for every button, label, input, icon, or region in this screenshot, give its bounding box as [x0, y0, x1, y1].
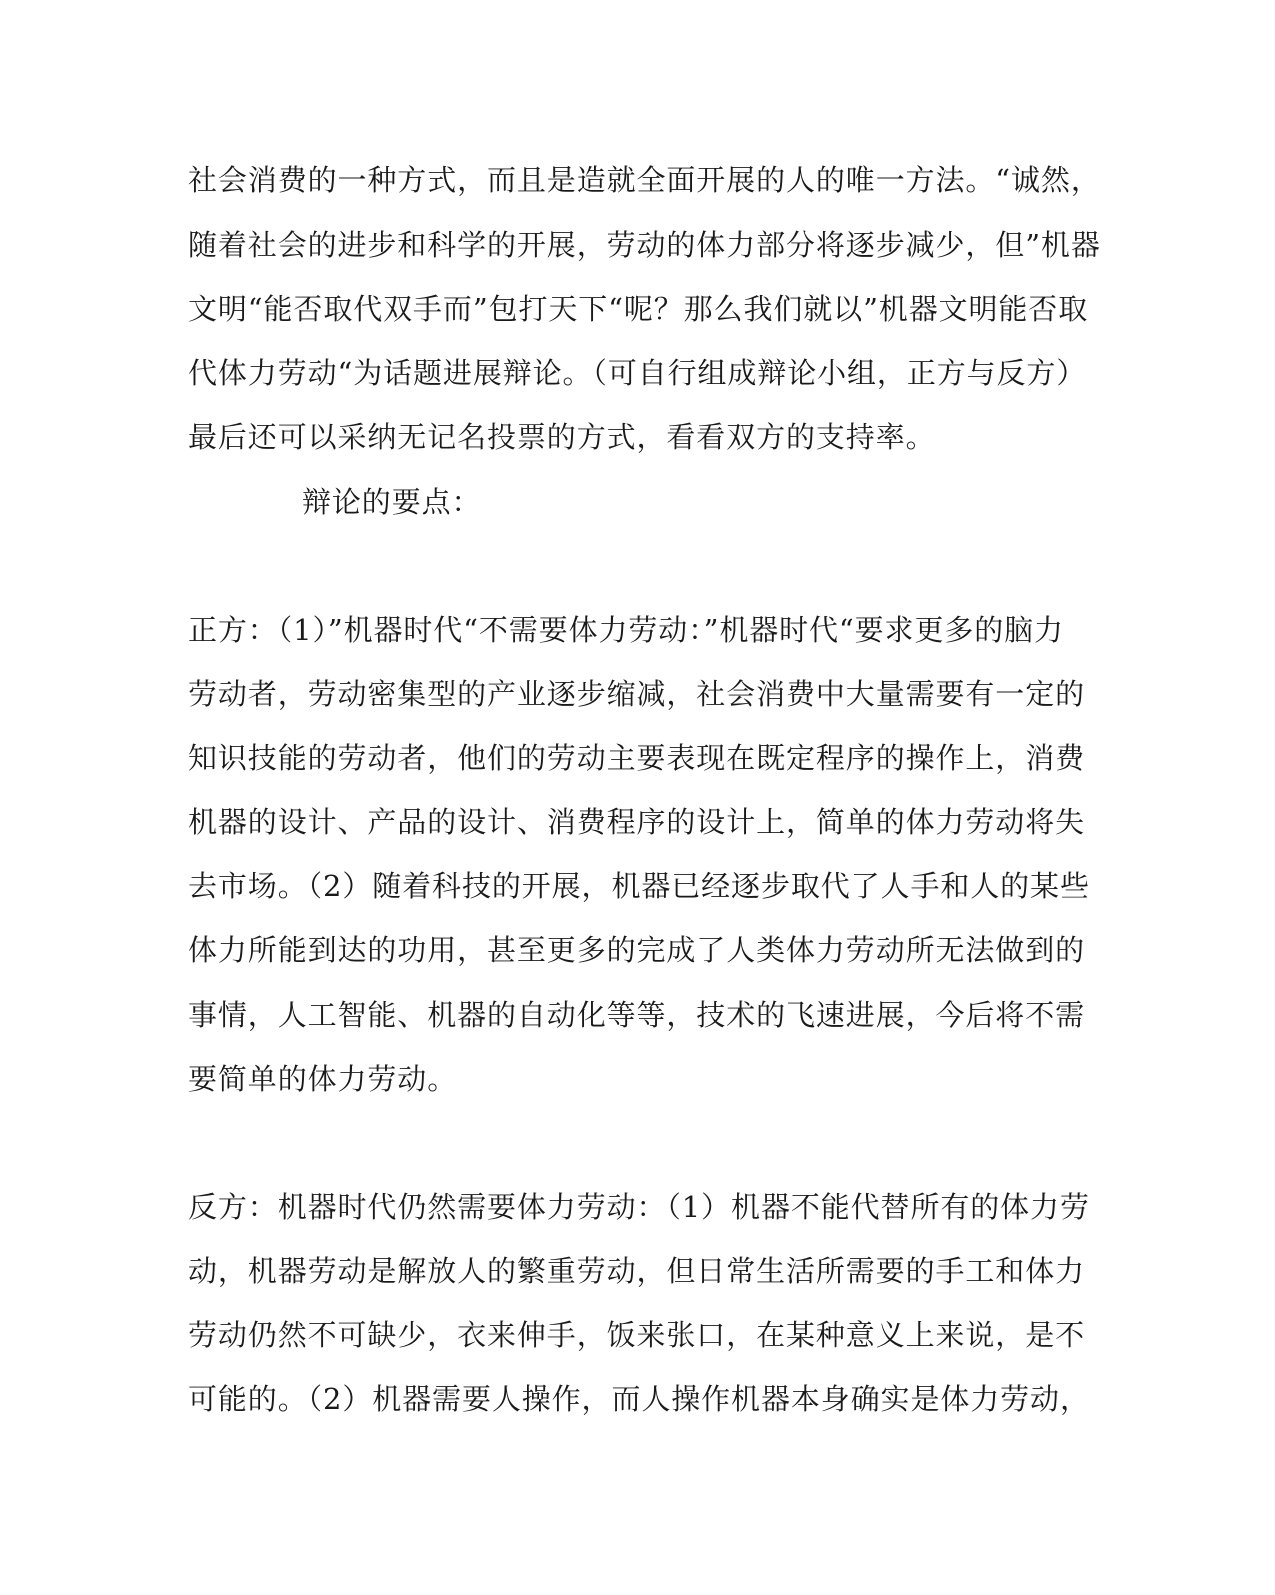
affirmative-line: 体力所能到达的功用，甚至更多的完成了人类体力劳动所无法做到的: [188, 933, 1086, 967]
section-heading: 辩论的要点：: [302, 485, 482, 519]
intro-line: 文明“能否取代双手而”包打天下“呢？那么我们就以”机器文明能否取: [188, 292, 1089, 326]
negative-line: 反方：机器时代仍然需要体力劳动：（1）机器不能代替所有的体力劳: [188, 1190, 1090, 1224]
affirmative-line: 知识技能的劳动者，他们的劳动主要表现在既定程序的操作上，消费: [188, 741, 1086, 775]
negative-line: 可能的。（2）机器需要人操作，而人操作机器本身确实是体力劳动，: [188, 1382, 1090, 1416]
affirmative-line: 劳动者，劳动密集型的产业逐步缩减，社会消费中大量需要有一定的: [188, 677, 1086, 711]
affirmative-line: 机器的设计、产品的设计、消费程序的设计上，简单的体力劳动将失: [188, 805, 1086, 839]
intro-line: 最后还可以采纳无记名投票的方式，看看双方的支持率。: [188, 420, 936, 454]
intro-line: 随着社会的进步和科学的开展，劳动的体力部分将逐步减少，但”机器: [188, 228, 1101, 262]
affirmative-line: 去市场。（2）随着科技的开展，机器已经逐步取代了人手和人的某些: [188, 869, 1090, 903]
negative-line: 劳动仍然不可缺少，衣来伸手，饭来张口，在某种意义上来说，是不: [188, 1318, 1086, 1352]
negative-line: 动，机器劳动是解放人的繁重劳动，但日常生活所需要的手工和体力: [188, 1254, 1086, 1288]
affirmative-line: 正方：（1）”机器时代“不需要体力劳动：”机器时代“要求更多的脑力: [188, 613, 1064, 647]
affirmative-line: 事情，人工智能、机器的自动化等等，技术的飞速进展，今后将不需: [188, 998, 1086, 1032]
intro-line: 代体力劳动“为话题进展辩论。（可自行组成辩论小组，正方与反方）: [188, 356, 1087, 390]
affirmative-line: 要简单的体力劳动。: [188, 1062, 458, 1096]
intro-line: 社会消费的一种方式，而且是造就全面开展的人的唯一方法。“诚然，: [188, 163, 1101, 197]
